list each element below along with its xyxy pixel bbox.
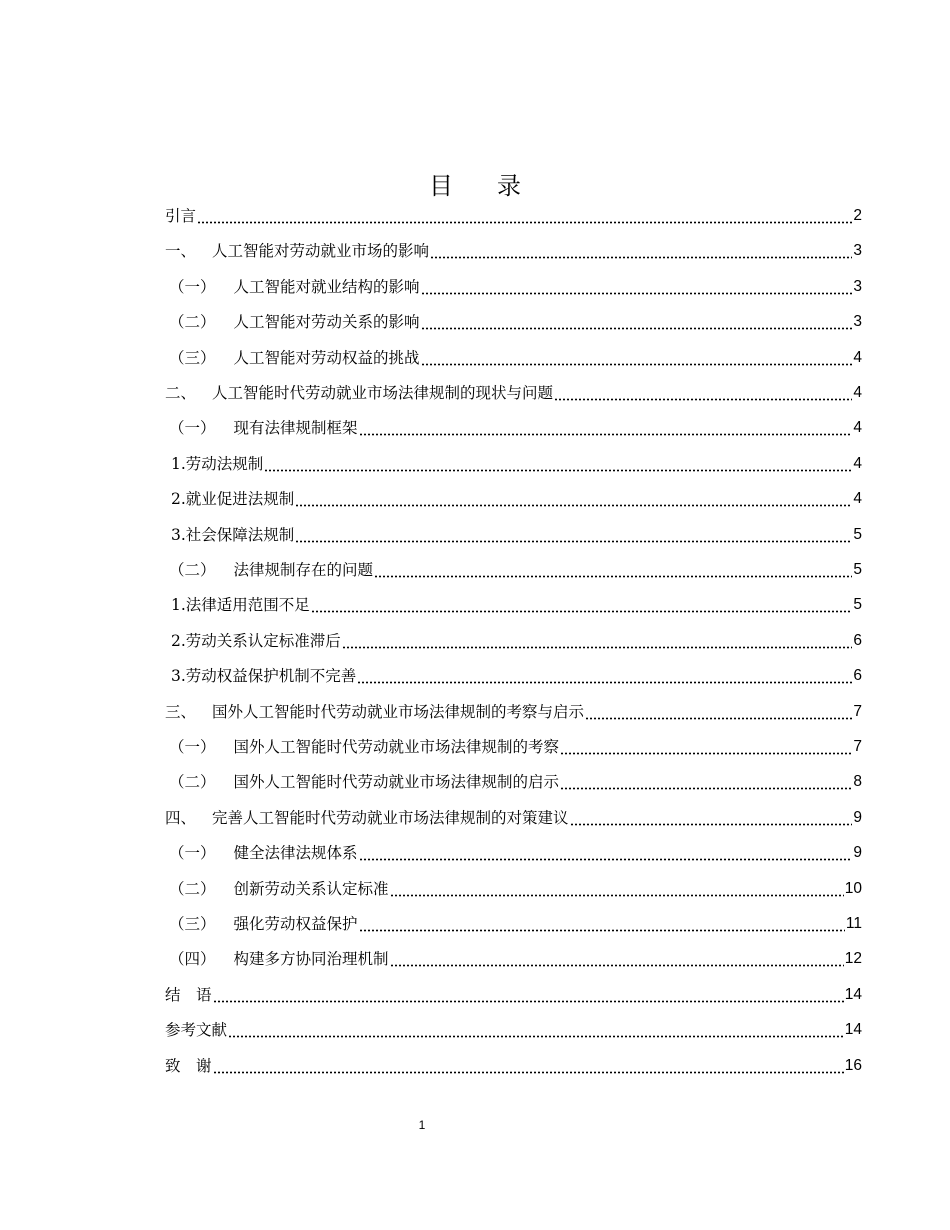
toc-entry-label [165, 702, 585, 722]
toc-entry[interactable] [165, 509, 862, 545]
toc-entry-text: 劳动权益保护机制不完善 [185, 667, 357, 686]
toc-entry-page: 9 [853, 808, 862, 826]
toc-leader-dots [585, 702, 852, 722]
toc-entry-text: 构建多方协同治理机制 [233, 950, 389, 969]
toc-entry-label [165, 631, 342, 651]
toc-entry-label [165, 666, 357, 686]
toc-leader-dots [357, 666, 852, 686]
toc-entry-prefix: （一） [169, 738, 216, 756]
toc-entry-label [165, 312, 421, 332]
toc-entry-page: 6 [853, 631, 862, 649]
toc-entry-text: 人工智能对劳动就业市场的影响 [212, 242, 430, 261]
toc-entry-prefix: 3. [171, 667, 186, 686]
toc-entry-page: 7 [853, 738, 862, 755]
toc-entry-text: 国外人工智能时代劳动就业市场法律规制的考察与启示 [212, 702, 585, 721]
toc-leader-dots [430, 241, 852, 261]
toc-entry-text: 劳动关系认定标准滞后 [185, 631, 341, 650]
toc-entry-prefix: （四） [169, 950, 216, 969]
toc-entry[interactable] [165, 863, 862, 899]
toc-leader-dots [264, 454, 852, 474]
toc-entry[interactable] [165, 1040, 862, 1076]
toc-entry-page: 4 [853, 348, 862, 366]
toc-entry-text: 致 谢 [165, 1056, 212, 1075]
toc-entry-page: 9 [853, 844, 862, 862]
toc-entry-page: 8 [853, 773, 862, 791]
toc-entry-text: 完善人工智能时代劳动就业市场法律规制的对策建议 [212, 808, 569, 827]
toc-entry-page: 7 [853, 702, 862, 720]
toc-entry[interactable] [165, 615, 862, 651]
toc-entry-prefix: 2. [171, 631, 186, 650]
toc-title-left: 目 [429, 172, 453, 200]
toc-entry-prefix: （三） [169, 915, 216, 933]
toc-entry-prefix: 三、 [165, 702, 197, 721]
toc-entry[interactable] [165, 544, 862, 580]
toc-leader-dots [421, 277, 853, 297]
toc-entry-text: 人工智能对就业结构的影响 [233, 277, 420, 296]
toc-entry-text: 国外人工智能时代劳动就业市场法律规制的启示 [233, 773, 560, 792]
toc-leader-dots [213, 985, 844, 1005]
toc-leader-dots [390, 949, 844, 969]
toc-leader-dots [295, 489, 852, 509]
toc-entry-label [165, 808, 570, 828]
toc-entry-label [165, 277, 421, 297]
toc-entry-prefix: （二） [169, 773, 216, 792]
toc-entry-prefix: 2. [171, 490, 186, 509]
toc-leader-dots [390, 879, 844, 899]
toc-entry-text: 人工智能对劳动关系的影响 [233, 313, 420, 332]
toc-leader-dots [295, 525, 852, 545]
toc-entry-text: 参考文献 [165, 1021, 228, 1040]
toc-entry[interactable] [165, 473, 862, 509]
toc-leader-dots [359, 843, 853, 863]
toc-entry[interactable] [165, 261, 862, 297]
toc-entry-label [165, 737, 560, 757]
toc-leader-dots [359, 914, 845, 934]
toc-entry-prefix: （一） [169, 844, 216, 863]
toc-leader-dots [560, 737, 852, 757]
toc-entry-text: 人工智能对劳动权益的挑战 [233, 348, 420, 367]
toc-leader-dots [421, 348, 853, 368]
toc-entry-page: 12 [844, 950, 862, 968]
toc-entry-label [165, 985, 213, 1005]
toc-entry-page: 4 [853, 419, 862, 437]
toc-entry-page: 5 [853, 596, 862, 614]
toc-entry[interactable] [165, 827, 862, 863]
toc-leader-dots [342, 631, 853, 651]
toc-entry-text: 法律适用范围不足 [185, 596, 310, 615]
toc-entry[interactable] [165, 969, 862, 1005]
toc-title-right: 录 [497, 172, 521, 200]
toc-entry-label [165, 772, 560, 792]
toc-entry-label [165, 241, 430, 261]
toc-entry-prefix: 1. [171, 454, 186, 473]
toc-entry-prefix: 二、 [165, 384, 197, 402]
toc-entry-label [165, 560, 374, 580]
toc-leader-dots [421, 312, 853, 332]
toc-entry-label [165, 879, 390, 899]
toc-entry-label [165, 348, 421, 368]
toc-entry[interactable] [165, 933, 862, 969]
toc-entry-page: 3 [853, 313, 862, 331]
toc-entry[interactable] [165, 721, 862, 757]
toc-entry[interactable] [165, 686, 862, 722]
toc-leader-dots [311, 595, 853, 615]
toc-entry[interactable] [165, 650, 862, 686]
toc-entry-prefix: 一、 [165, 242, 197, 261]
toc-entry-text: 结 语 [165, 985, 212, 1004]
toc-entry-prefix: 1. [171, 596, 186, 615]
toc-entry-text: 法律规制存在的问题 [233, 561, 374, 579]
toc-entry-page: 5 [853, 525, 862, 543]
toc-entry-page: 16 [844, 1056, 862, 1074]
toc-entry[interactable] [165, 438, 862, 474]
toc-leader-dots [374, 560, 852, 580]
toc-entry-prefix: （二） [169, 313, 216, 332]
toc-entry-text: 人工智能时代劳动就业市场法律规制的现状与问题 [212, 384, 554, 402]
toc-entry-label [165, 949, 390, 969]
toc-entry-prefix: （三） [169, 348, 216, 367]
toc-entry[interactable] [165, 792, 862, 828]
toc-entry[interactable] [165, 579, 862, 615]
toc-leader-dots [228, 1020, 844, 1040]
toc-entry-page: 6 [853, 667, 862, 685]
toc-entry-text: 劳动法规制 [185, 454, 264, 473]
toc-entry-page: 11 [845, 915, 862, 932]
toc-entry-text: 国外人工智能时代劳动就业市场法律规制的考察 [233, 738, 560, 756]
toc-entry[interactable] [165, 296, 862, 332]
toc-entry[interactable] [165, 402, 862, 438]
toc-entry-page: 5 [853, 561, 862, 578]
toc-entry-label [165, 595, 311, 615]
page-number: 1 [418, 1118, 426, 1132]
toc-entry-label [165, 454, 264, 474]
toc-entry-page: 3 [853, 242, 862, 260]
toc-entry[interactable] [165, 190, 862, 226]
toc-leader-dots [560, 772, 852, 792]
toc-entry[interactable] [165, 756, 862, 792]
toc-leader-dots [570, 808, 853, 828]
toc-entry-text: 社会保障法规制 [185, 525, 295, 544]
toc-entry-text: 引言 [165, 207, 197, 225]
toc-entry-prefix: （二） [169, 561, 216, 579]
toc-entry-page: 4 [853, 454, 862, 472]
toc-entry-page: 3 [853, 277, 862, 295]
toc-entry-label [165, 489, 295, 509]
toc-entry-page: 14 [844, 1021, 862, 1039]
toc-entry[interactable] [165, 367, 862, 403]
toc-entry-label [165, 206, 197, 226]
toc-entry-label [165, 525, 295, 545]
toc-entry-text: 健全法律法规体系 [233, 844, 358, 863]
toc-entry-page: 4 [853, 384, 862, 401]
toc-entry-page: 2 [853, 207, 862, 224]
toc-entry-label [165, 843, 359, 863]
toc-entry-label [165, 418, 359, 438]
toc-entry-label [165, 914, 359, 934]
toc-leader-dots [213, 1056, 844, 1076]
toc-entry[interactable] [165, 332, 862, 368]
toc-entry-text: 强化劳动权益保护 [233, 915, 358, 933]
toc-leader-dots [554, 383, 852, 403]
toc-entry-prefix: （二） [169, 879, 216, 898]
toc-entry-prefix: （一） [169, 277, 216, 296]
toc-entry-page: 4 [853, 490, 862, 508]
toc-entry-label [165, 1056, 213, 1076]
toc-leader-dots [359, 418, 853, 438]
toc-entry[interactable] [165, 225, 862, 261]
toc-entry-text: 现有法律规制框架 [233, 419, 358, 438]
toc-entry-prefix: （一） [169, 419, 216, 438]
toc-entry-text: 创新劳动关系认定标准 [233, 879, 389, 898]
toc-entry-text: 就业促进法规制 [185, 490, 295, 509]
toc-entry-page: 10 [844, 879, 862, 897]
toc-leader-dots [197, 206, 852, 226]
toc-entry[interactable] [165, 1004, 862, 1040]
toc-entry-page: 14 [844, 985, 862, 1003]
toc-entry-prefix: 四、 [165, 808, 197, 827]
toc-entry-label [165, 383, 554, 403]
toc-entry[interactable] [165, 898, 862, 934]
toc-entry-prefix: 3. [171, 525, 186, 544]
toc-entry-label [165, 1020, 228, 1040]
